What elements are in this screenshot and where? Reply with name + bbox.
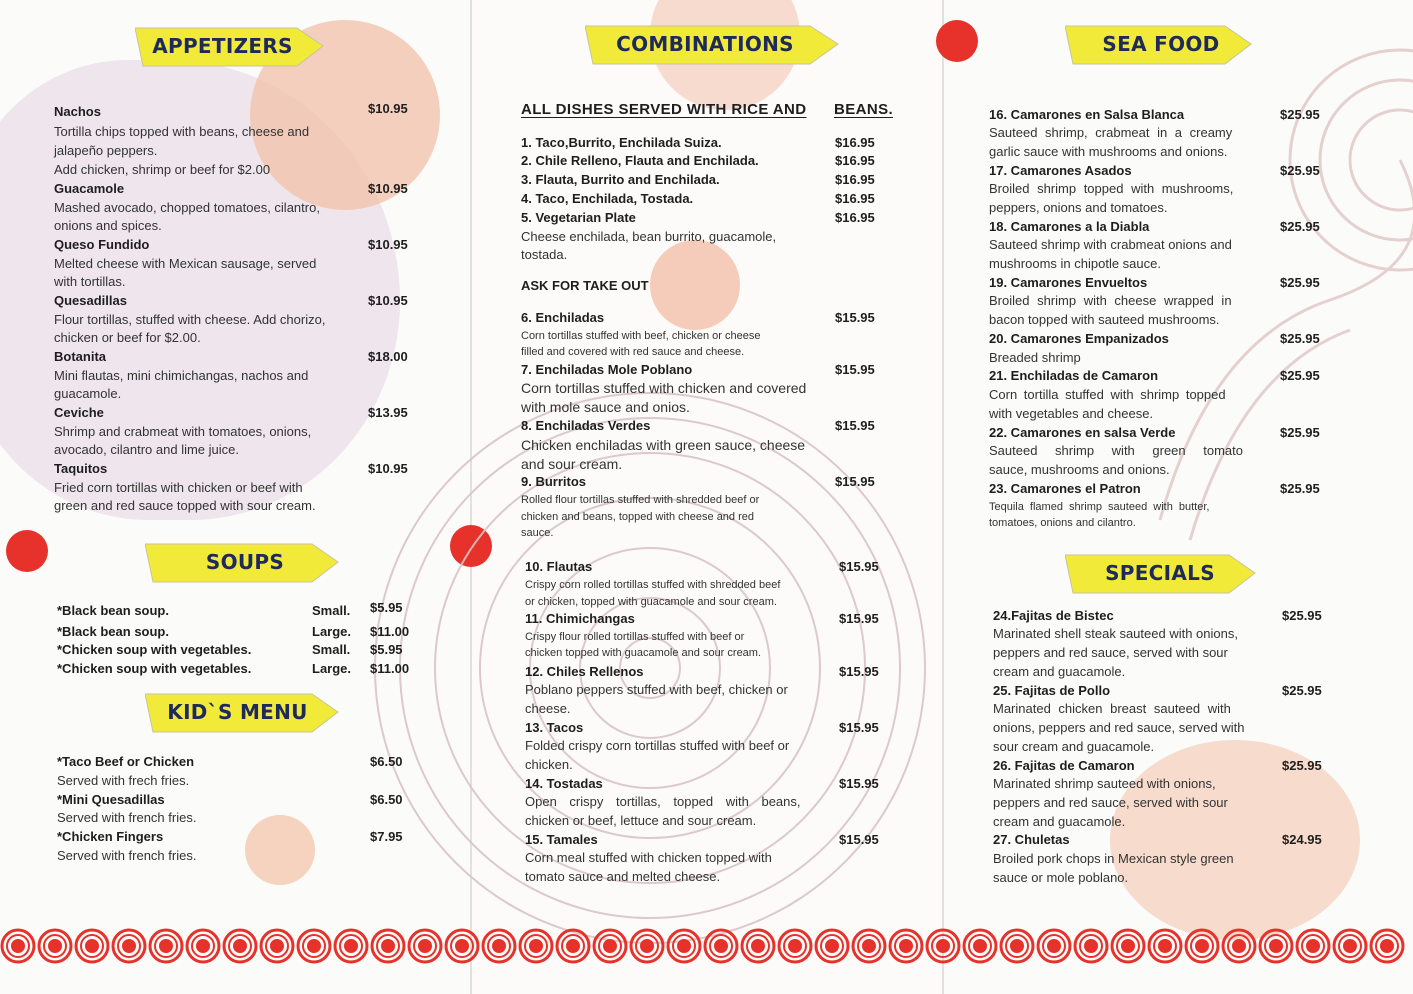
kids-item-name: *Chicken Fingers xyxy=(57,829,164,844)
menu-item-name: 9. Burritos xyxy=(521,474,587,489)
combo-name: 3. Flauta, Burrito and Enchilada. xyxy=(521,172,720,187)
red-dot-right xyxy=(936,20,978,62)
menu-item-price: $15.95 xyxy=(839,611,879,626)
menu-item-price: $25.95 xyxy=(1280,219,1320,234)
menu-item-price: $25.95 xyxy=(1280,425,1320,440)
menu-item-price: $25.95 xyxy=(1282,683,1322,698)
menu-item-price: $15.95 xyxy=(835,362,875,377)
menu-item-desc: onions, peppers and red sauce, served with xyxy=(993,720,1245,735)
menu-item-desc: peppers and red sauce, served with sour xyxy=(993,645,1228,660)
spiral-motif xyxy=(594,930,626,962)
menu-item-price: $15.95 xyxy=(839,559,879,574)
appetizers-heading: APPETIZERS xyxy=(152,34,293,58)
menu-item-desc: tomato sauce and melted cheese. xyxy=(525,869,721,884)
menu-item-desc: chicken or beef for $2.00. xyxy=(54,330,201,345)
menu-item-desc: Broiled shrimp topped with mushrooms, xyxy=(989,181,1234,196)
spiral-motif xyxy=(261,930,293,962)
banner-seafood xyxy=(1065,22,1253,66)
spiral-motif xyxy=(557,930,589,962)
menu-item-name: 18. Camarones a la Diabla xyxy=(989,219,1150,234)
soup-price: $5.95 xyxy=(370,600,403,615)
combo-name: 4. Taco, Enchilada, Tostada. xyxy=(521,191,694,206)
menu-item-desc: garlic sauce with mushrooms and onions. xyxy=(989,144,1228,159)
menu-item-desc: Corn tortilla stuffed with shrimp topped xyxy=(989,387,1226,402)
menu-item-price: $25.95 xyxy=(1280,275,1320,290)
menu-item-desc: cream and guacamole. xyxy=(993,664,1126,679)
menu-item-desc: or chicken, topped with guacamole and sour cream. xyxy=(525,596,777,608)
menu-item-desc: Crispy flour rolled tortillas stuffed with beef or xyxy=(525,631,745,643)
menu-item-name: 24.Fajitas de Bistec xyxy=(993,608,1114,623)
combinations-heading: COMBINATIONS xyxy=(616,32,794,56)
menu-item-price: $15.95 xyxy=(839,720,879,735)
menu-item-name: 23. Camarones el Patron xyxy=(989,481,1141,496)
combo-desc: tostada. xyxy=(521,247,568,262)
menu-item-desc: Fried corn tortillas with chicken or beef with xyxy=(54,480,303,495)
menu-item-name: 16. Camarones en Salsa Blanca xyxy=(989,107,1185,122)
soup-size: Small. xyxy=(312,642,351,657)
kids-item-price: $6.50 xyxy=(370,792,403,807)
menu-item-price: $18.00 xyxy=(368,349,408,364)
spiral-motif xyxy=(631,930,663,962)
spiral-motif xyxy=(779,930,811,962)
menu-item-name: Queso Fundido xyxy=(54,237,150,252)
spiral-motif xyxy=(483,930,515,962)
menu-item-desc: Mini flautas, mini chimichangas, nachos and xyxy=(54,368,309,383)
menu-item-desc: tomatoes, onions and cilantro. xyxy=(989,517,1136,529)
banner-specials xyxy=(1065,551,1257,595)
menu-item-name: 10. Flautas xyxy=(525,559,593,574)
menu-item-price: $25.95 xyxy=(1280,331,1320,346)
spiral-motif xyxy=(520,930,552,962)
menu-item-name: 12. Chiles Rellenos xyxy=(525,664,644,679)
combo-name: 5. Vegetarian Plate xyxy=(521,210,636,225)
combinations-subheading: ALL DISHES SERVED WITH RICE AND xyxy=(521,101,807,118)
menu-item-desc: sauce, mushrooms and onions. xyxy=(989,462,1170,477)
spiral-motif xyxy=(927,930,959,962)
kids-item-desc: Served with french fries. xyxy=(57,810,197,825)
menu-item-price: $10.95 xyxy=(368,293,408,308)
menu-item-price: $25.95 xyxy=(1280,481,1320,496)
banner-soups xyxy=(145,540,340,584)
soup-price: $11.00 xyxy=(370,624,410,639)
menu-item-desc: Add chicken, shrimp or beef for $2.00 xyxy=(54,162,271,177)
menu-item-price: $25.95 xyxy=(1280,368,1320,383)
combinations-subheading-end: BEANS. xyxy=(834,101,894,118)
spiral-motif xyxy=(1149,930,1181,962)
menu-item-desc: peppers, onions and tomatoes. xyxy=(989,200,1168,215)
spiral-motif xyxy=(1371,930,1403,962)
spiral-motif xyxy=(1038,930,1070,962)
menu-item-desc: bacon topped with sauteed mushrooms. xyxy=(989,312,1220,327)
spiral-motif xyxy=(39,930,71,962)
menu-item-desc: Marinated shrimp sauteed with onions, xyxy=(993,776,1216,791)
combo-desc: Cheese enchilada, bean burrito, guacamole, xyxy=(521,229,777,244)
menu-item-desc: Flour tortillas, stuffed with cheese. Add chorizo, xyxy=(54,312,326,327)
spiral-motif xyxy=(1001,930,1033,962)
combo-name: 2. Chile Relleno, Flauta and Enchilada. xyxy=(521,153,759,168)
spiral-motif xyxy=(150,930,182,962)
menu-item-price: $15.95 xyxy=(839,776,879,791)
menu-item-price: $25.95 xyxy=(1282,758,1322,773)
spiral-motif xyxy=(76,930,108,962)
combo-price: $16.95 xyxy=(835,210,875,225)
peach-circle-kids xyxy=(245,815,315,885)
menu-item-name: 27. Chuletas xyxy=(993,832,1070,847)
menu-item-desc: Sauteed shrimp with crabmeat onions and xyxy=(989,237,1232,252)
menu-item-desc: with vegetables and cheese. xyxy=(989,406,1154,421)
spiral-motif xyxy=(1112,930,1144,962)
combo-price: $16.95 xyxy=(835,191,875,206)
menu-item-desc: Shrimp and crabmeat with tomatoes, onions, xyxy=(54,424,312,439)
menu-item-name: 8. Enchiladas Verdes xyxy=(521,418,651,433)
menu-item-desc: cream and guacamole. xyxy=(993,814,1126,829)
combo-price: $16.95 xyxy=(835,135,875,150)
menu-item-price: $24.95 xyxy=(1282,832,1322,847)
menu-item-desc: Corn tortillas stuffed with chicken and covered xyxy=(521,380,807,396)
menu-item-desc: Poblano peppers stuffed with beef, chicken or xyxy=(525,682,788,697)
spiral-motif xyxy=(890,930,922,962)
seafood-heading: SEA FOOD xyxy=(1102,32,1220,56)
spiral-motif xyxy=(113,930,145,962)
menu-item-desc: Rolled flour tortillas stuffed with shredded beef or xyxy=(521,494,760,506)
menu-item-desc: jalapeño peppers. xyxy=(54,143,158,158)
menu-item-price: $13.95 xyxy=(368,405,408,420)
menu-item-price: $25.95 xyxy=(1280,107,1320,122)
banner-appetizers xyxy=(135,24,325,68)
spiral-motif xyxy=(372,930,404,962)
menu-item-desc: with mole sauce and onios. xyxy=(521,399,690,415)
spiral-motif xyxy=(853,930,885,962)
spiral-motif xyxy=(224,930,256,962)
spiral-motif xyxy=(705,930,737,962)
peach-circle-specials xyxy=(1110,740,1360,940)
menu-item-desc: Mashed avocado, chopped tomatoes, cilantro, xyxy=(54,200,320,215)
menu-item-desc: Tequila flamed shrimp sauteed with butter, xyxy=(989,501,1210,513)
menu-item-price: $15.95 xyxy=(835,418,875,433)
menu-item-desc: guacamole. xyxy=(54,386,122,401)
menu-item-name: Ceviche xyxy=(54,405,104,420)
menu-item-price: $25.95 xyxy=(1280,163,1320,178)
soup-name: *Black bean soup. xyxy=(57,624,169,639)
peach-circle-mid xyxy=(650,240,740,330)
banner-kids-menu xyxy=(145,690,340,734)
menu-item-name: 17. Camarones Asados xyxy=(989,163,1132,178)
menu-item-desc: with tortillas. xyxy=(54,274,126,289)
menu-item-name: 6. Enchiladas xyxy=(521,310,605,325)
menu-item-name: 25. Fajitas de Pollo xyxy=(993,683,1111,698)
spiral-motif xyxy=(964,930,996,962)
soup-name: *Black bean soup. xyxy=(57,603,169,618)
menu-item-name: 14. Tostadas xyxy=(525,776,603,791)
soup-name: *Chicken soup with vegetables. xyxy=(57,642,252,657)
spiral-motif xyxy=(298,930,330,962)
menu-item-desc: chicken. xyxy=(525,757,573,772)
menu-item-desc: chicken topped with guacamole and sour cream. xyxy=(525,647,762,659)
combo-price: $16.95 xyxy=(835,153,875,168)
soup-size: Small. xyxy=(312,603,351,618)
menu-item-desc: Tortilla chips topped with beans, cheese and xyxy=(54,124,310,139)
menu-item-desc: Melted cheese with Mexican sausage, served xyxy=(54,256,317,271)
spiral-motif xyxy=(1297,930,1329,962)
menu-item-desc: Crispy corn rolled tortillas stuffed with shredded beef xyxy=(525,579,781,591)
menu-item-desc: filled and covered with red sauce and cheese. xyxy=(521,346,745,358)
soup-price: $5.95 xyxy=(370,642,403,657)
menu-item-desc: Breaded shrimp xyxy=(989,350,1081,365)
menu-item-desc: green and red sauce topped with sour cream. xyxy=(54,498,316,513)
menu-item-desc: Broiled pork chops in Mexican style green xyxy=(993,851,1234,866)
menu-item-name: 21. Enchiladas de Camaron xyxy=(989,368,1159,383)
menu-item-name: 11. Chimichangas xyxy=(525,611,635,626)
spiral-motif xyxy=(1334,930,1366,962)
spiral-motif xyxy=(409,930,441,962)
menu-item-name: 19. Camarones Envueltos xyxy=(989,275,1148,290)
menu-item-name: Taquitos xyxy=(54,461,108,476)
menu-item-desc: Chicken enchiladas with green sauce, cheese xyxy=(521,437,806,453)
kids-item-price: $7.95 xyxy=(370,829,403,844)
kids-item-desc: Served with frech fries. xyxy=(57,773,190,788)
menu-item-desc: sauce or mole poblano. xyxy=(993,870,1129,885)
kids-item-name: *Mini Quesadillas xyxy=(57,792,165,807)
combo-name: 1. Taco,Burrito, Enchilada Suiza. xyxy=(521,135,722,150)
spiral-motif xyxy=(816,930,848,962)
menu-item-name: 13. Tacos xyxy=(525,720,584,735)
menu-item-desc: sour cream and guacamole. xyxy=(993,739,1155,754)
menu-item-name: Botanita xyxy=(54,349,106,364)
spiral-motif xyxy=(668,930,700,962)
menu-item-desc: chicken and beans, topped with cheese and red xyxy=(521,511,754,523)
menu-item-name: Quesadillas xyxy=(54,293,127,308)
menu-item-price: $10.95 xyxy=(368,461,408,476)
spiral-motif xyxy=(335,930,367,962)
spiral-motif xyxy=(446,930,478,962)
spiral-motif xyxy=(742,930,774,962)
menu-item-desc: chicken or beef, lettuce and sour cream. xyxy=(525,813,757,828)
menu-item-name: 22. Camarones en salsa Verde xyxy=(989,425,1176,440)
menu-item-desc: Folded crispy corn tortillas stuffed with beef or xyxy=(525,738,790,753)
spiral-motif xyxy=(1186,930,1218,962)
banner-combinations xyxy=(585,22,840,66)
soup-name: *Chicken soup with vegetables. xyxy=(57,661,252,676)
kids-heading: KID`S MENU xyxy=(167,700,308,724)
red-dot-left xyxy=(6,530,48,572)
menu-item-price: $25.95 xyxy=(1282,608,1322,623)
kids-item-desc: Served with french fries. xyxy=(57,848,197,863)
menu-item-desc: cheese. xyxy=(525,701,571,716)
combo-price: $16.95 xyxy=(835,172,875,187)
spiral-motif xyxy=(187,930,219,962)
soup-size: Large. xyxy=(312,661,352,676)
menu-item-desc: and sour cream. xyxy=(521,456,623,472)
menu-item-desc: Broiled shrimp with cheese wrapped in xyxy=(989,293,1232,308)
soup-price: $11.00 xyxy=(370,661,410,676)
spiral-motif xyxy=(1223,930,1255,962)
menu-item-desc: onions and spices. xyxy=(54,218,162,233)
menu-item-price: $10.95 xyxy=(368,101,408,116)
spiral-motif xyxy=(1075,930,1107,962)
soups-heading: SOUPS xyxy=(205,550,285,574)
spiral-border-decor xyxy=(0,926,1413,966)
menu-item-name: Nachos xyxy=(54,104,101,119)
kids-item-name: *Taco Beef or Chicken xyxy=(57,754,195,769)
menu-item-desc: sauce. xyxy=(521,527,554,539)
menu-item-name: 20. Camarones Empanizados xyxy=(989,331,1169,346)
menu-item-desc: Marinated shell steak sauteed with onions, xyxy=(993,626,1238,641)
takeout-note: ASK FOR TAKE OUT xyxy=(521,278,649,293)
spiral-motif xyxy=(1260,930,1292,962)
menu-item-desc: peppers and red sauce, served with sour xyxy=(993,795,1228,810)
menu-item-desc: mushrooms in chipotle sauce. xyxy=(989,256,1161,271)
soup-size: Large. xyxy=(312,624,352,639)
menu-item-desc: Open crispy tortillas, topped with beans, xyxy=(525,794,801,809)
menu-item-desc: Corn meal stuffed with chicken topped with xyxy=(525,850,772,865)
kids-item-price: $6.50 xyxy=(370,754,403,769)
menu-item-name: 7. Enchiladas Mole Poblano xyxy=(521,362,693,377)
menu-item-price: $10.95 xyxy=(368,237,408,252)
menu-item-price: $10.95 xyxy=(368,181,408,196)
menu-item-price: $15.95 xyxy=(835,474,875,489)
spiral-motif xyxy=(2,930,34,962)
menu-item-price: $15.95 xyxy=(835,310,875,325)
menu-item-name: Guacamole xyxy=(54,181,125,196)
menu-item-price: $15.95 xyxy=(839,664,879,679)
menu-item-price: $15.95 xyxy=(839,832,879,847)
menu-item-desc: Corn tortillas stuffed with beef, chicken or cheese xyxy=(521,330,761,342)
specials-heading: SPECIALS xyxy=(1105,561,1215,585)
menu-item-desc: Sauteed shrimp, crabmeat in a creamy xyxy=(989,125,1233,140)
menu-item-desc: avocado, cilantro and lime juice. xyxy=(54,442,239,457)
menu-item-name: 15. Tamales xyxy=(525,832,598,847)
menu-item-name: 26. Fajitas de Camaron xyxy=(993,758,1135,773)
menu-item-desc: Sauteed shrimp with green tomato xyxy=(989,443,1243,458)
menu-item-desc: Marinated chicken breast sauteed with xyxy=(993,701,1231,716)
